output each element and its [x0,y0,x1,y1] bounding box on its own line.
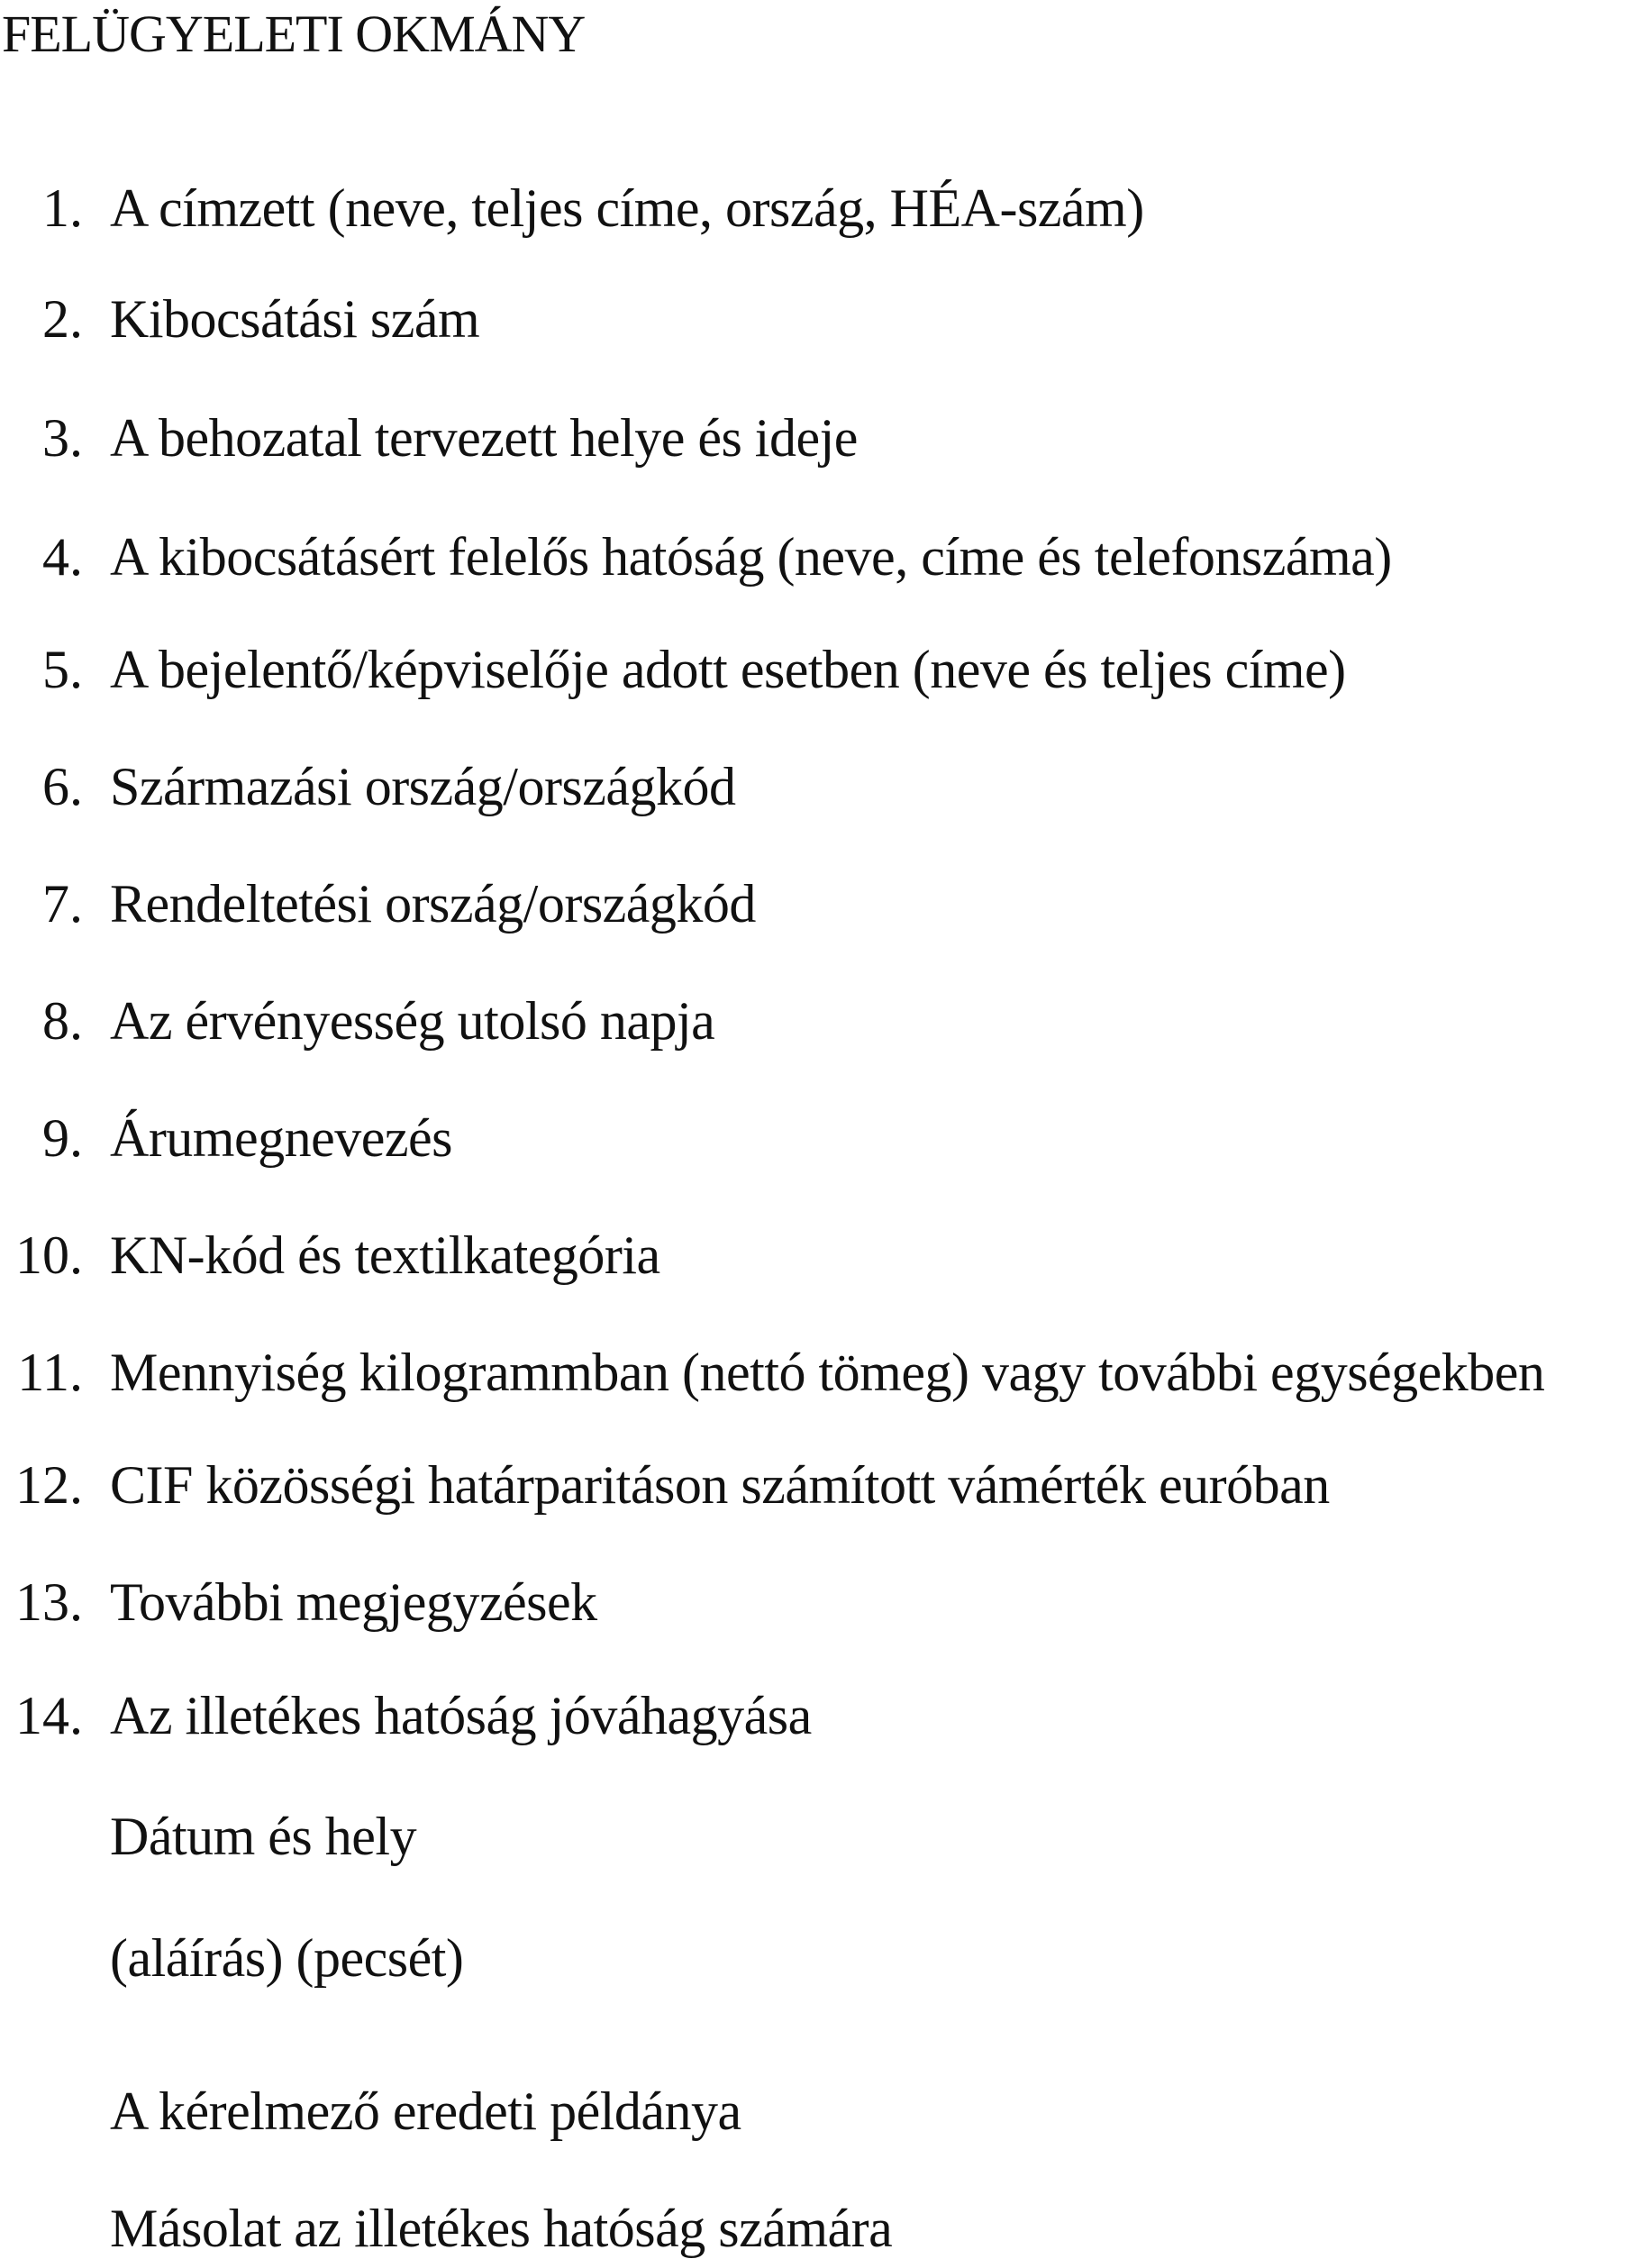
item-number: 7. [42,874,83,934]
item-text: Származási ország/országkód [110,757,736,816]
item-number: 3. [42,408,83,468]
item-text: CIF közösségi határparitáson számított vámérték euróban [110,1455,1330,1515]
item-number: 1. [42,178,83,238]
item-number: 13. [15,1572,83,1632]
date-and-place-label: Dátum és hely [110,1807,417,1866]
item-text: További megjegyzések [110,1572,597,1632]
item-text: Az illetékes hatóság jóváhagyása [110,1686,812,1745]
item-text: Mennyiség kilogrammban (nettó tömeg) vagy további egységekben [110,1343,1545,1402]
item-number: 4. [42,527,83,587]
authority-copy-label: Másolat az illetékes hatóság számára [110,2199,893,2258]
item-number: 9. [42,1108,83,1168]
item-text: Az érvényesség utolsó napja [110,991,715,1051]
item-text: Kibocsátási szám [110,289,480,349]
item-number: 12. [15,1455,83,1515]
signature-stamp-label: (aláírás) (pecsét) [110,1928,464,1988]
item-number: 8. [42,991,83,1051]
item-number: 11. [17,1343,83,1402]
item-number: 14. [15,1686,83,1745]
item-number: 10. [15,1225,83,1285]
item-number: 6. [42,757,83,816]
item-number: 5. [42,640,83,699]
item-text: A kibocsátásért felelős hatóság (neve, címe és telefonszáma) [110,527,1392,587]
item-number: 2. [42,289,83,349]
applicant-original-copy-label: A kérelmező eredeti példánya [110,2081,741,2141]
item-text: A bejelentő/képviselője adott esetben (neve és teljes címe) [110,640,1346,699]
item-text: Rendeltetési ország/országkód [110,874,756,934]
document-title: FELÜGYELETI OKMÁNY [2,5,586,63]
item-text: A címzett (neve, teljes címe, ország, HÉA-szám) [110,178,1144,238]
item-text: KN-kód és textilkategória [110,1225,660,1285]
item-text: A behozatal tervezett helye és ideje [110,408,858,468]
item-text: Árumegnevezés [110,1108,452,1168]
